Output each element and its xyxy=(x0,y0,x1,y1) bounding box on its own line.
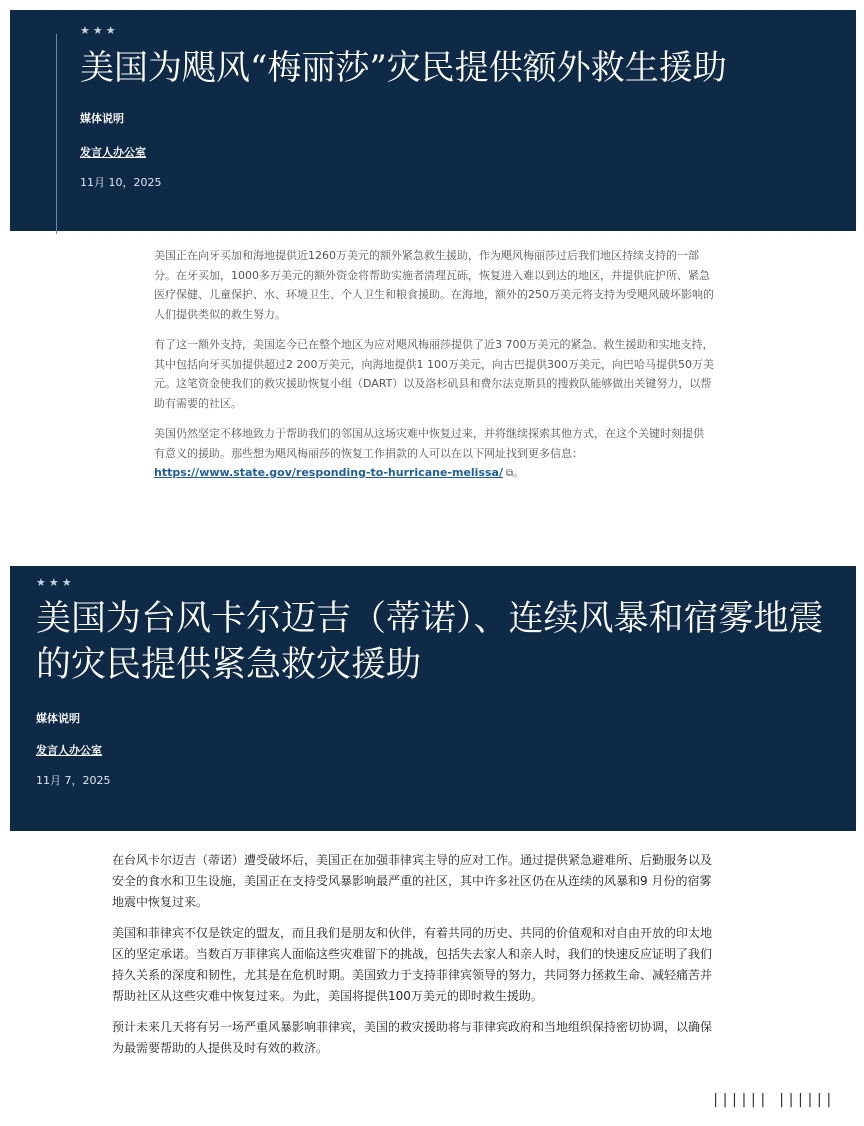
stars-icon: ★★★ xyxy=(80,24,119,37)
release2-paragraph-1: 在台风卡尔迈吉（蒂诺）遭受破坏后，美国正在加强菲律宾主导的应对工作。通过提供紧急避难所、后勤服务以及安全的食水和卫生设施，美国正在支持受风暴影响最严重的社区，其中许多社区仍在从连续的风暴和9 月份的宿雾地震中恢复过来。 xyxy=(112,853,713,909)
release1-body xyxy=(154,246,714,495)
release1-media-note-label: 媒体说明 xyxy=(80,112,124,125)
hurricane-melissa-link[interactable]: https://www.state.gov/responding-to-hurricane-melissa/ xyxy=(154,466,503,479)
release2-title: 美国为台风卡尔迈吉（蒂诺）、连续风暴和宿雾地震的灾民提供紧急救灾援助 xyxy=(36,599,824,685)
release2-body xyxy=(112,850,712,1069)
release1-banner xyxy=(10,10,856,231)
banner-divider-line xyxy=(56,34,57,234)
release1-paragraph-1: 美国正在向牙买加和海地提供近1260万美元的额外紧急救生援助，作为飓风梅丽莎过后我们地区持续支持的一部分。在牙买加，1000多万美元的额外资金将帮助实施者清理瓦砾，恢复进入难以到达的地区，并提供庇护所、紧急医疗保健、儿童保护、水、环境卫生、个人卫生和粮食援助。在海地，额外的250万美元将支持为受飓风破坏影响的人们提供类似的救生努力。 xyxy=(154,249,714,321)
watermark-logo: |||||| |||||| xyxy=(711,1092,834,1108)
release2-media-note-label: 媒体说明 xyxy=(36,712,80,725)
release1-office-link[interactable]: 发言人办公室 xyxy=(80,146,146,159)
release2-banner xyxy=(10,566,856,831)
release2-paragraph-3: 预计未来几天将有另一场严重风暴影响菲律宾，美国的救灾援助将与菲律宾政府和当地组织保持密切协调，以确保为最需要帮助的人提供及时有效的救济。 xyxy=(112,1020,713,1055)
release2-date: 11月 7，2025 xyxy=(36,774,111,787)
release1-date: 11月 10，2025 xyxy=(80,176,162,189)
release1-title: 美国为飓风“梅丽莎”灾民提供额外救生援助 xyxy=(80,48,727,88)
external-link-icon[interactable]: ⧉ xyxy=(505,468,514,479)
release1-paragraph-3-text: 美国仍然坚定不移地致力于帮助我们的邻国从这场灾难中恢复过来，并将继续探索其他方式，在这个关键时刻提供有意义的援助。那些想为飓风梅丽莎的恢复工作捐款的人可以在以下网址找到更多信息： xyxy=(154,427,704,460)
stars-icon: ★★★ xyxy=(36,576,75,589)
release2-paragraph-2: 美国和菲律宾不仅是铁定的盟友，而且我们是朋友和伙伴，有着共同的历史、共同的价值观和对自由开放的印太地区的坚定承诺。当数百万菲律宾人面临这些灾难留下的挑战，包括失去家人和亲人时，我们的快速反应证明了我们持久关系的深度和韧性，尤其是在危机时期。美国致力于支持菲律宾领导的努力，共同努力拯救生命、减轻痛苦并帮助社区从这些灾难中恢复过来。为此，美国将提供100万美元的即时救生援助。 xyxy=(112,926,713,1003)
release1-paragraph-3 xyxy=(154,424,714,484)
release1-link-suffix: 。 xyxy=(513,466,525,479)
release2-office-link[interactable]: 发言人办公室 xyxy=(36,744,102,757)
release1-paragraph-2: 有了这一额外支持，美国迄今已在整个地区为应对飓风梅丽莎提供了近3 700万美元的紧急、救生援助和实地支持，其中包括向牙买加提供超过2 200万美元，向海地提供1 100万美元，向古巴提供300万美元，向巴哈马提供50万美元。这笔资金使我们的救灾援助恢复小组（DART）以及洛杉矶县和费尔法克斯县的搜救队能够做出关键努力，以帮助有需要的社区。 xyxy=(154,338,714,410)
